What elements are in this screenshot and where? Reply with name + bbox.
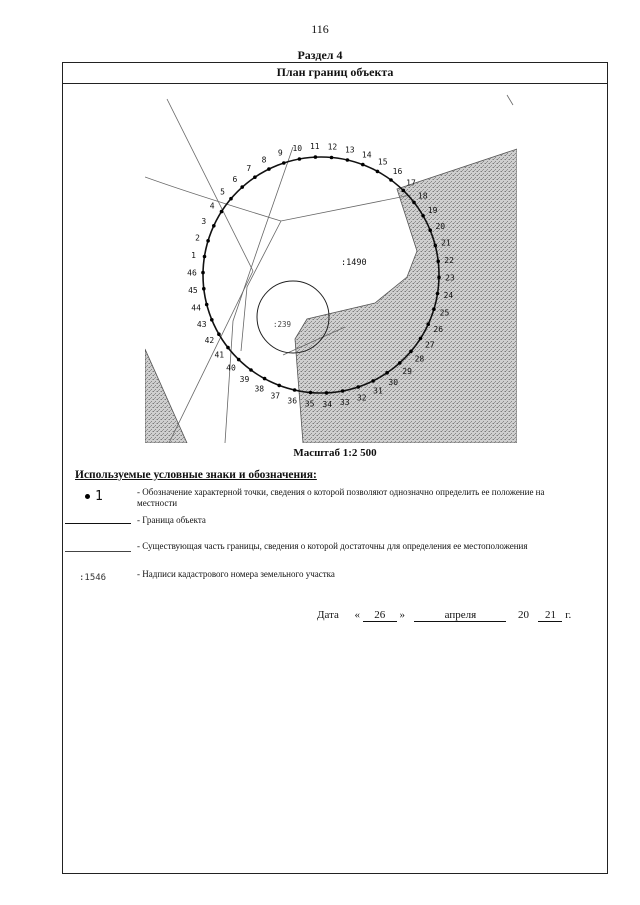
legend-existing-description: - Существующая часть границы, сведения о которой достаточны для определения ее местоположения [137, 541, 528, 551]
boundary-point-label: 22 [444, 256, 454, 266]
boundary-point-label: 31 [373, 386, 383, 396]
boundary-point [205, 303, 209, 307]
boundary-point [277, 384, 281, 388]
boundary-point [203, 255, 207, 259]
boundary-point-label: 12 [327, 142, 338, 152]
boundary-point-label: 6 [232, 174, 238, 184]
legend-cadastral-symbol: :1546 [79, 573, 107, 583]
boundary-point-label: 37 [270, 391, 281, 401]
boundary-point [253, 175, 257, 179]
boundary-point [202, 287, 206, 291]
boundary-point [361, 163, 365, 167]
boundary-point-label: 18 [417, 191, 428, 201]
boundary-point-label: 19 [427, 206, 438, 216]
document-frame [62, 62, 608, 874]
boundary-point [267, 167, 271, 171]
date-year-unit: г. [565, 609, 572, 621]
boundary-point-label: 38 [254, 384, 265, 394]
boundary-point-label: 33 [339, 397, 350, 407]
boundary-point-label: 4 [209, 201, 215, 211]
boundary-point-label: 44 [191, 303, 201, 313]
boundary-point-label: 32 [356, 393, 367, 403]
boundary-point-label: 41 [214, 350, 225, 360]
boundary-point [436, 260, 440, 264]
boundary-point-label: 8 [261, 155, 267, 165]
boundary-point-label: 10 [292, 144, 303, 154]
boundary-point-label: 24 [443, 291, 454, 301]
date-month: апреля [414, 609, 506, 622]
parcel-cadastral-label: :1490 [341, 258, 367, 268]
boundary-point [249, 368, 253, 372]
map-canvas [145, 91, 517, 443]
legend-point-description: - Обозначение характерной точки, сведения о которой позволяют однозначно определить ее положение на местности [137, 487, 545, 508]
boundary-point-label: 27 [424, 340, 435, 350]
page-number: 116 [311, 22, 329, 36]
boundary-point [210, 318, 214, 322]
boundary-point-label: 5 [220, 187, 226, 197]
plan-title: План границ объекта [63, 63, 607, 84]
boundary-point [436, 292, 440, 296]
boundary-point-label: 17 [406, 178, 416, 188]
boundary-point [309, 391, 313, 395]
boundary-point-label: 36 [287, 396, 298, 406]
boundary-point [389, 178, 393, 182]
boundary-point-label: 42 [204, 335, 215, 345]
boundary-point [229, 197, 233, 201]
date-open-quote: « [354, 609, 360, 621]
boundary-point-label: 46 [187, 268, 197, 278]
boundary-point-label: 7 [246, 164, 252, 174]
boundary-point [314, 155, 318, 159]
boundary-point [298, 157, 302, 161]
small-cadastral-label: :239 [273, 320, 292, 329]
boundary-point [341, 389, 345, 393]
boundary-point-label: 11 [309, 142, 320, 152]
neighbor-area-left [145, 349, 187, 443]
boundary-point [330, 156, 334, 160]
legend-boundary-line-icon [65, 523, 131, 524]
boundary-point [385, 371, 389, 375]
boundary-point [419, 337, 423, 341]
boundary-point [220, 210, 224, 214]
boundary-point [437, 276, 441, 280]
boundary-point-label: 45 [188, 285, 198, 295]
boundary-point [376, 170, 380, 174]
boundary-point [356, 385, 360, 389]
boundary-point-label: 23 [445, 273, 455, 283]
legend-existing-line-icon [65, 551, 131, 552]
boundary-point [293, 388, 297, 392]
boundary-point-label: 3 [201, 217, 207, 227]
boundary-point-label: 26 [433, 324, 444, 334]
point-dot-icon [85, 494, 90, 499]
boundary-point-label: 34 [322, 399, 333, 409]
boundary-point-label: 21 [441, 238, 451, 248]
boundary-point-label: 39 [239, 374, 250, 384]
boundary-point [237, 358, 241, 362]
date-year-prefix: 20 [517, 609, 529, 621]
date-day: 26 [363, 609, 397, 622]
boundary-point-label: 30 [388, 377, 399, 387]
boundary-point [217, 332, 221, 336]
date-label: Дата [317, 609, 339, 621]
date-line [317, 609, 571, 622]
legend-cadastral-description: - Надписи кадастрового номера земельного участка [137, 569, 335, 579]
boundary-point [206, 239, 210, 243]
legend-title: Используемые условные знаки и обозначения: [75, 469, 317, 481]
boundary-point [282, 161, 286, 165]
section-title: Раздел 4 [297, 48, 343, 62]
boundary-point [412, 201, 416, 205]
boundary-point [402, 189, 406, 193]
boundary-point [426, 322, 430, 326]
boundary-point [371, 379, 375, 383]
boundary-point [428, 228, 432, 232]
boundary-point-label: 35 [304, 399, 315, 409]
boundary-point-label: 43 [196, 320, 207, 329]
boundary-point [263, 377, 267, 381]
boundary-point-label: 9 [277, 148, 283, 158]
boundary-point-label: 29 [402, 367, 412, 377]
boundary-point [409, 350, 413, 354]
scale-label: Масштаб 1:2 500 [293, 447, 377, 459]
boundary-point-label: 14 [361, 150, 372, 160]
boundary-point [226, 346, 230, 350]
boundary-point-label: 25 [439, 308, 450, 318]
boundary-point-label: 16 [392, 167, 403, 177]
boundary-point-label: 1 [191, 250, 197, 260]
date-year-suffix: 21 [538, 609, 562, 622]
boundary-point [212, 224, 216, 228]
boundary-point [421, 214, 425, 218]
boundary-point-label: 20 [435, 222, 446, 231]
boundary-point [434, 244, 438, 248]
boundary-point [325, 391, 329, 395]
boundary-point [346, 158, 350, 162]
boundary-point [398, 361, 402, 365]
boundary-point [240, 185, 244, 189]
boundary-point-label: 2 [195, 233, 200, 243]
legend-point-symbol: 1 [85, 489, 151, 504]
boundary-point-label: 28 [414, 354, 425, 364]
boundary-point [201, 271, 205, 275]
boundary-point-label: 40 [226, 363, 236, 373]
boundary-point-label: 13 [344, 145, 355, 155]
boundary-point-label: 15 [377, 157, 388, 167]
date-close-quote: » [399, 609, 405, 621]
boundary-map [145, 91, 517, 443]
legend-boundary-description: - Граница объекта [137, 515, 206, 525]
boundary-point [432, 307, 436, 311]
